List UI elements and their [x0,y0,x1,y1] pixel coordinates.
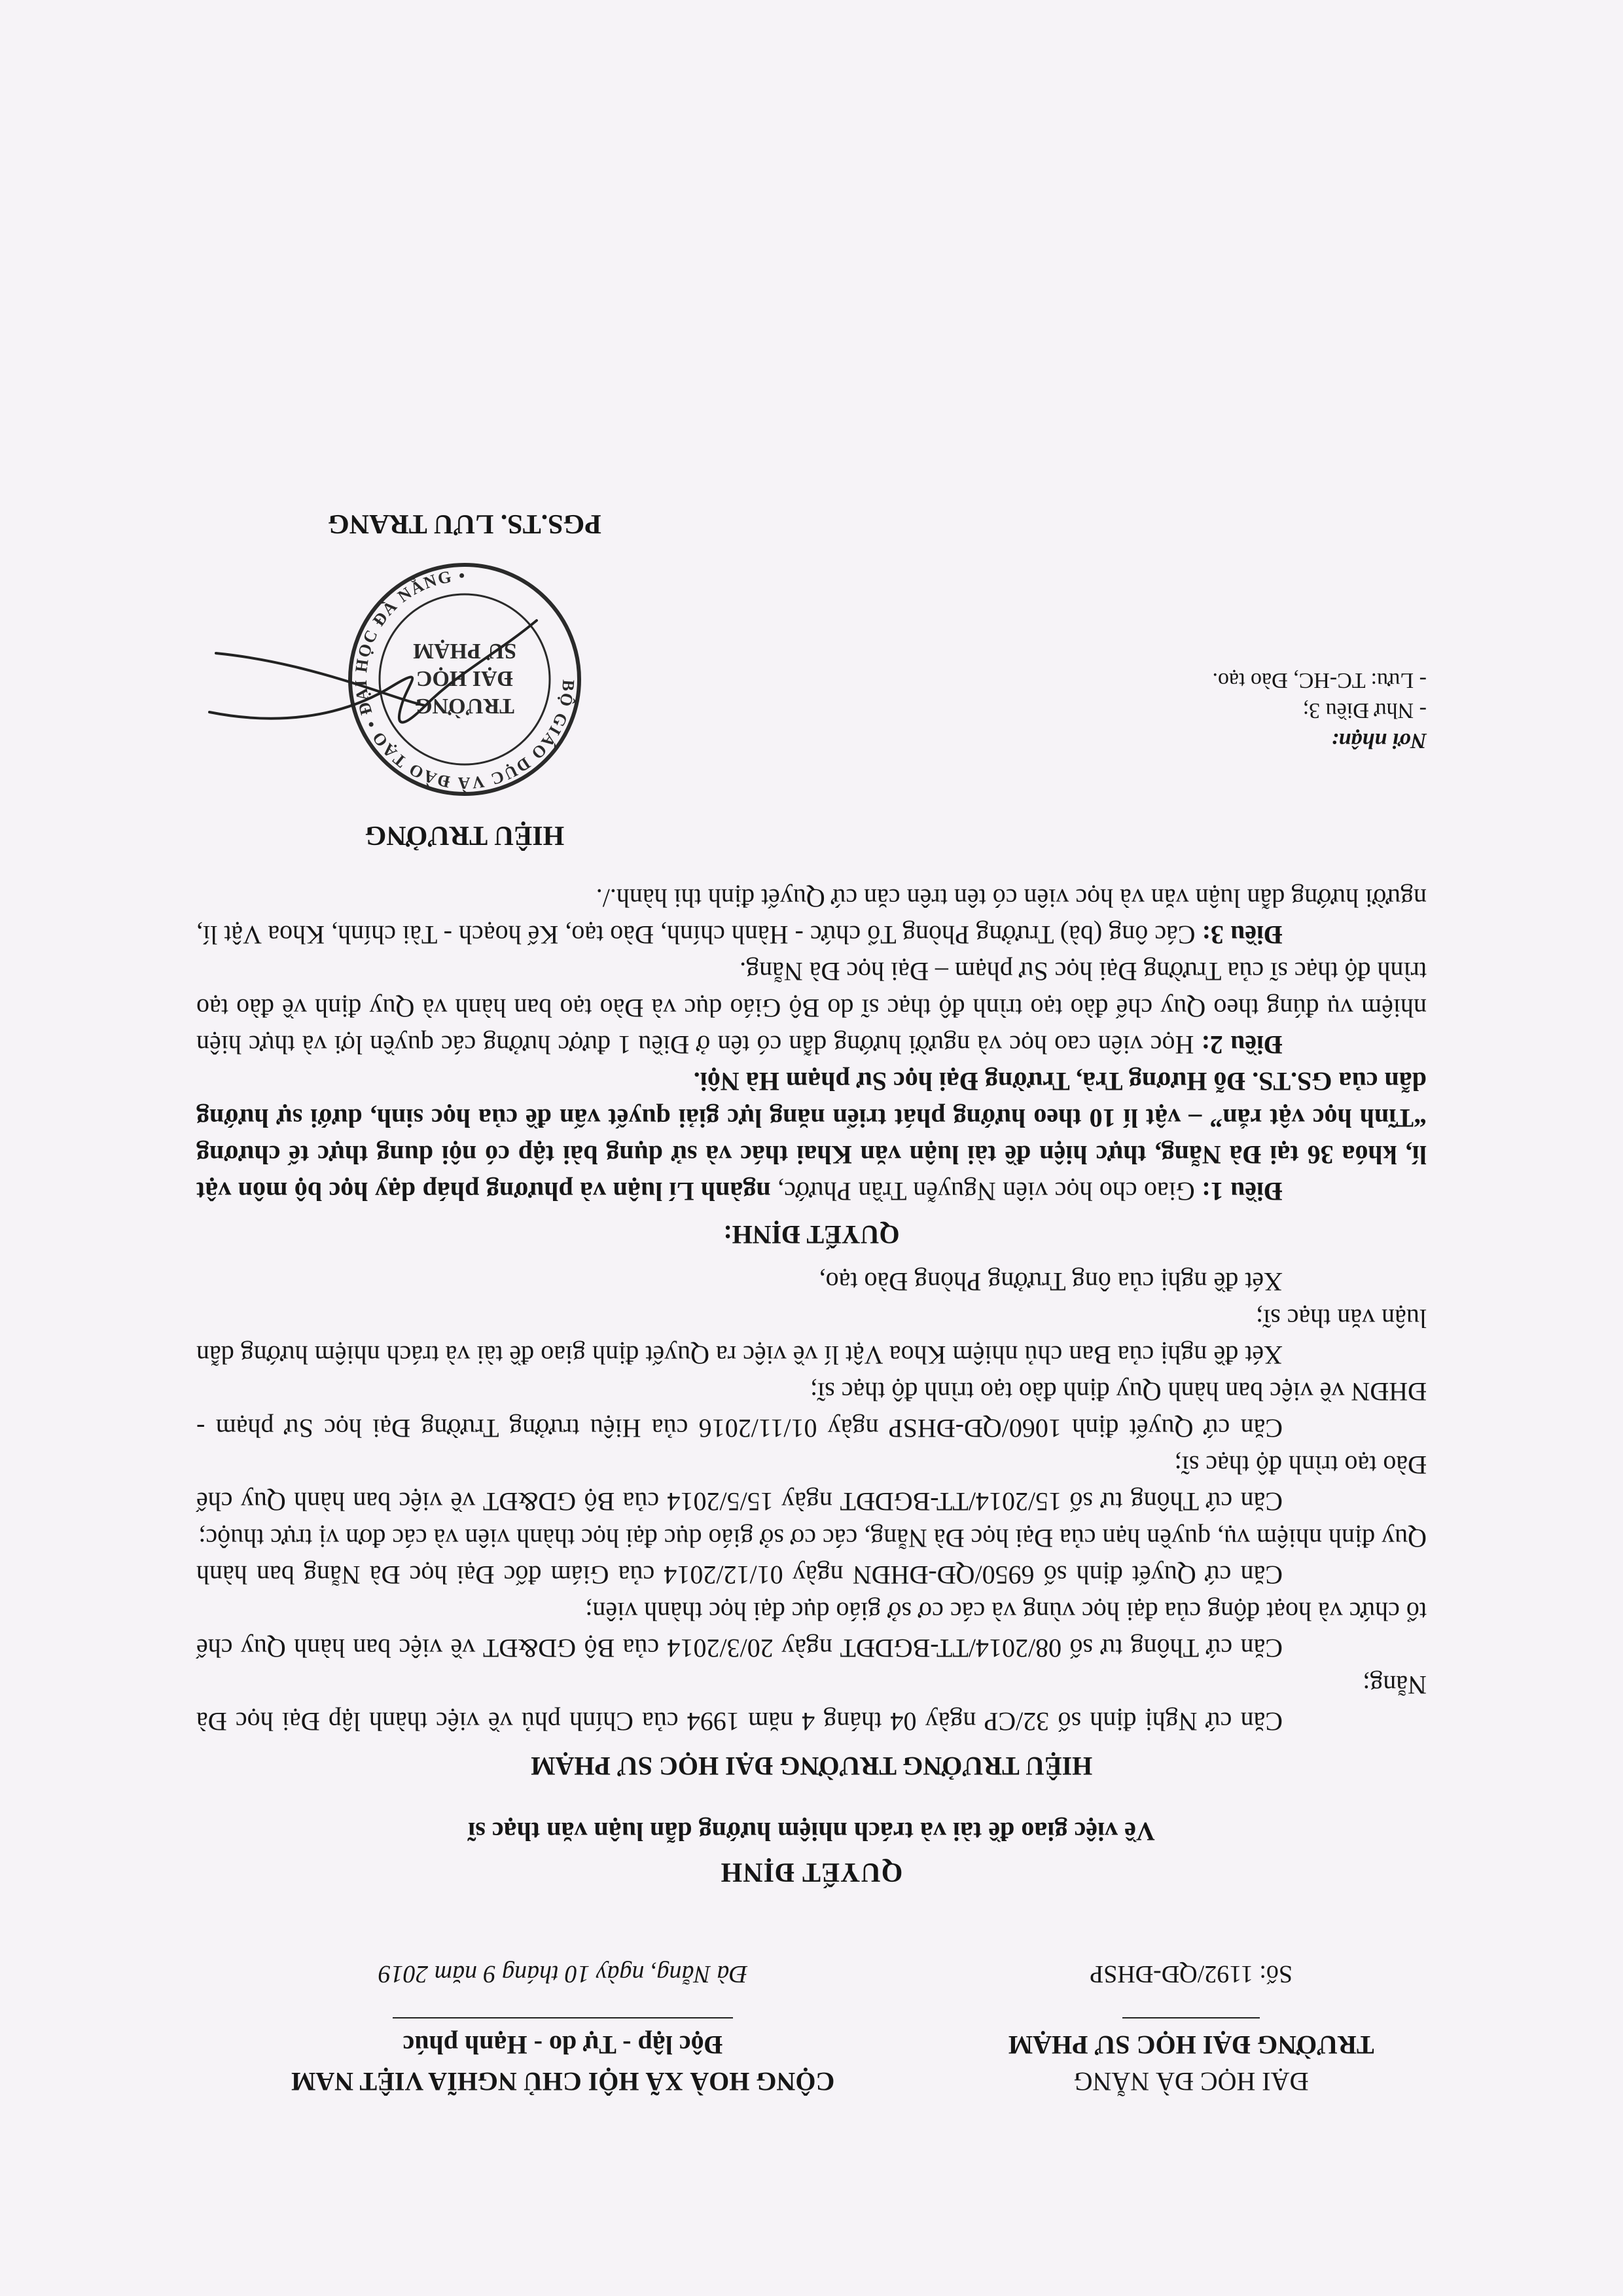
seal-center-line-1: TRƯỜNG [415,694,514,718]
org-underline [1122,2017,1260,2018]
seal-and-signature [196,542,733,817]
article-1-label: Điều 1: [1202,1177,1283,1206]
article-3-label: Điều 3: [1202,920,1283,950]
preamble-3: Căn cứ Quyết định số 6950/QĐ-ĐHĐN ngày 01/12/2014 của Giám đốc Đại học Đà Nẵng ban hành Quy định nhiệm vụ, quyền hạn của Đại học Đà Nẵng, các cơ sở giáo dục đại học thành viên và các đơn vị trực thuộc; [196,1524,1427,1590]
article-3 [196,880,1427,953]
article-3-text: Các ông (bà) Trưởng Phòng Tổ chức - Hành chính, Đào tạo, Kế hoạch - Tài chính, Khoa Vật lí, người hướng dẫn luận văn và học viên có tên trên căn cứ Quyết định thi hành./. [196,884,1427,950]
recipients-block [969,665,1427,755]
seal-stamp [196,542,733,817]
article-2-text: Học viên cao học và người hướng dẫn có tên ở Điều 1 được hưởng các quyền lợi và thực hiện nhiệm vụ đúng theo Quy chế đào tạo trình độ thạc sĩ do Bộ Giáo dục và Đào tạo ban hành và Quy định về đào tạo trình độ thạc sĩ của Trường Đại học Sư phạm – Đại học Đà Nẵng. [196,957,1427,1060]
org-line-2: TRƯỜNG ĐẠI HỌC SƯ PHẠM [1008,2030,1374,2060]
article-1-text: ngành Lí luận và phương pháp dạy học bộ môn vật lí, khóa 36 tại Đà Nẵng, thực hiện đề tài luận văn Khai thác và sử dụng bài tập có nội dung thực tế chương “Tĩnh học vật rắn” – vật lí 10 theo hướng phát triển năng lực giải quyết vấn đề của học sinh, dưới sự hướng dẫn của GS.TS. Đỗ Hương Trà, Trường Đại học Sư phạm Hà Nội. [196,1067,1427,1206]
preamble-2: Căn cứ Thông tư số 08/2014/TT-BGDĐT ngày 20/3/2014 của Bộ GD&ĐT về việc ban hành Quy chế tổ chức và hoạt động của đại học vùng và các cơ sở giáo dục đại học thành viên; [196,1597,1427,1663]
issuing-organization [955,1956,1427,2100]
recipient-item: - Như Điều 3; [1302,698,1427,723]
seal-center-line-2: ĐẠI HỌC [416,666,514,691]
org-line-1: ĐẠI HỌC ĐÀ NẴNG [1073,2067,1309,2096]
seal-outer-text: BỘ GIÁO DỤC VÀ ĐÀO TẠO • ĐẠI HỌC ĐÀ NẴNG • [351,565,579,793]
signer-name: PGS.TS. LƯU TRANG [328,509,601,539]
preamble-6: Xét đề nghị của Ban chủ nhiệm Khoa Vật lí về việc ra Quyết định giao đề tài và trách nhiệm hướng dẫn luận văn thạc sĩ; [196,1304,1427,1370]
document-subtitle: Về việc giao đề tài và trách nhiệm hướng dẫn luận văn thạc sĩ [468,1817,1155,1846]
document-sheet [196,441,1427,2100]
recipient-item: - Lưu: TC-HC, Đào tạo. [1212,668,1427,692]
national-motto [196,1956,929,2100]
article-2 [196,953,1427,1063]
article-1-lead: Giao cho học viên Nguyễn Trần Phước, [770,1177,1202,1206]
document-title: QUYẾT ĐỊNH [720,1857,903,1887]
preamble-1: Căn cứ Nghị định số 32/CP ngày 04 tháng 4 năm 1994 của Chính phủ về việc thành lập Đại học Đà Nẵng; [196,1670,1427,1736]
issue-date: Đà Nẵng, ngày 10 tháng 9 năm 2019 [378,1960,747,1988]
issuing-authority: HIỆU TRƯỞNG TRƯỜNG ĐẠI HỌC SƯ PHẠM [530,1751,1093,1781]
article-2-label: Điều 2: [1201,1030,1283,1060]
document-footer [196,441,1427,867]
article-1 [196,1063,1427,1210]
document-number: Số: 1192/QĐ-ĐHSP [1089,1960,1293,1988]
title-block [196,1748,1427,1890]
preamble-7: Xét đề nghị của ông Trưởng Phòng Đào tạo, [819,1267,1283,1297]
preamble-4: Căn cứ Thông tư số 15/2014/TT-BGDĐT ngày 15/5/2014 của Bộ GD&ĐT về việc ban hành Quy chế Đào tạo trình độ thạc sĩ; [196,1450,1427,1516]
preamble-5: Căn cứ Quyết định 1060/QĐ-ĐHSP ngày 01/11/2016 của Hiệu trưởng Trường Đại học Sư phạm - ĐHĐN về việc ban hành Quy định đào tạo trình độ thạc sĩ; [196,1377,1427,1443]
signature-title: HIỆU TRƯỞNG [365,820,565,850]
seal-center-line-3: SƯ PHẠM [412,639,517,663]
nation-line-1: CỘNG HOÀ XÃ HỘI CHỦ NGHĨA VIỆT NAM [291,2067,835,2096]
document-body [196,880,1427,1740]
motto-underline [393,2017,733,2018]
document-header [196,1923,1427,2100]
signature-block [196,505,733,853]
nation-line-2: Độc lập - Tự do - Hạnh phúc [402,2030,723,2060]
official-seal [350,565,579,794]
recipients-label: Nơi nhận: [1331,728,1427,753]
decision-heading: QUYẾT ĐỊNH: [723,1220,900,1249]
